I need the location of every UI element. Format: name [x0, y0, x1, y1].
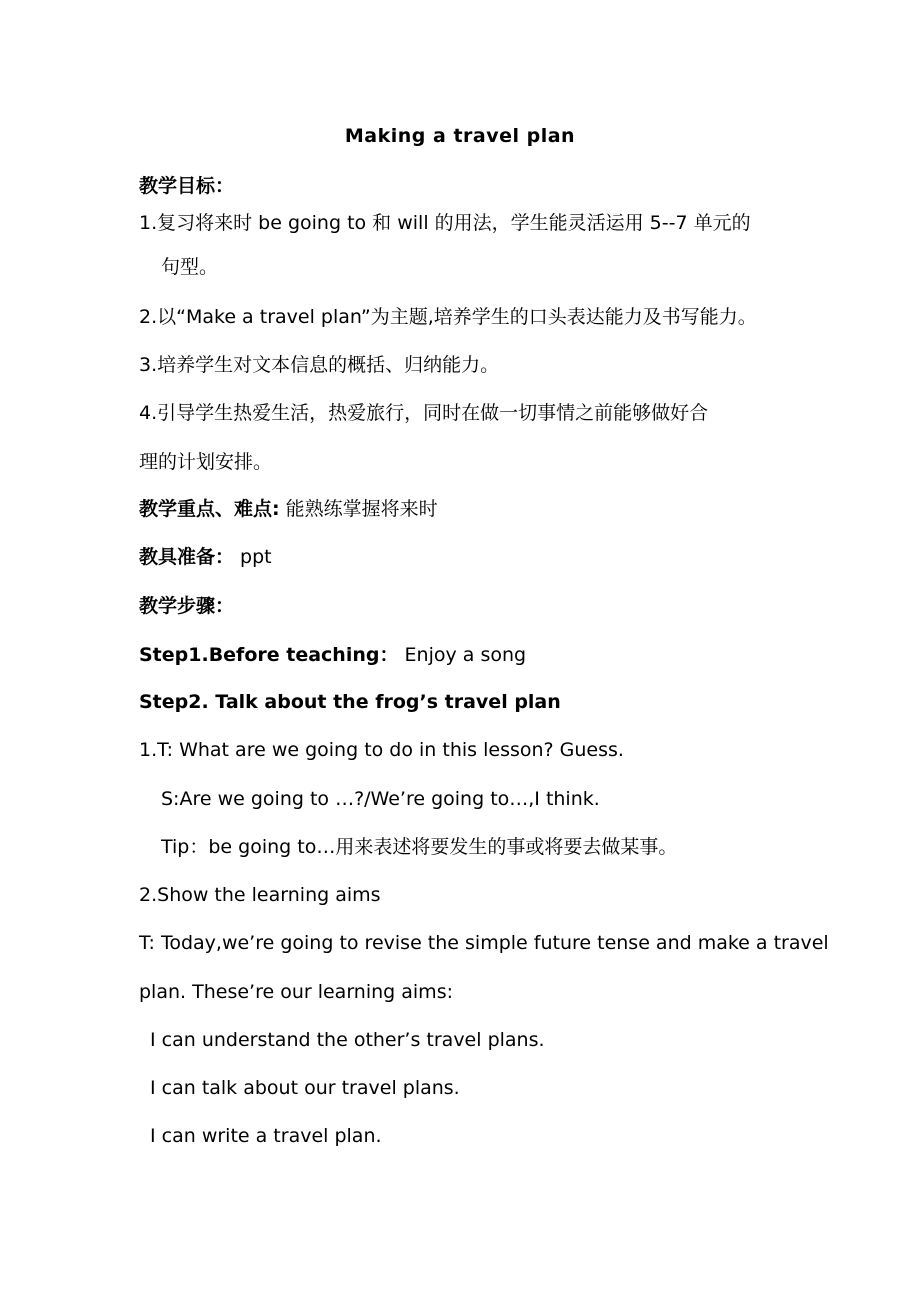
materials-label: 教具准备： [139, 546, 235, 568]
objectives-heading: 教学目标： [139, 175, 235, 197]
key-points-label: 教学重点、难点: [139, 498, 280, 520]
step-1-value: Enjoy a song [398, 644, 527, 666]
key-points [139, 497, 438, 521]
objective-4-line-1: 4.引导学生热爱生活，热爱旅行，同时在做一切事情之前能够做好合 [139, 402, 709, 424]
document-title: Making a travel plan [344, 125, 576, 147]
objective-2: 2.以“Make a travel plan”为主题,培养学生的口头表达能力及书写能力。 [139, 306, 757, 328]
learning-aim-3: I can write a travel plan. [150, 1125, 382, 1147]
learning-aim-2: I can talk about our travel plans. [150, 1077, 460, 1099]
steps-heading: 教学步骤： [139, 595, 235, 617]
materials-value: ppt [234, 546, 272, 568]
step-2-tip: Tip：be going to…用来表述将要发生的事或将要去做某事。 [161, 836, 678, 858]
objective-1-line-1: 1.复习将来时 be going to 和 will 的用法，学生能灵活运用 5--7 单元的 [139, 212, 751, 234]
step-2-heading: Step2. Talk about the frog’s travel plan [139, 691, 561, 713]
key-points-value: 能熟练掌握将来时 [279, 498, 438, 520]
materials [139, 545, 272, 569]
objective-3: 3.培养学生对文本信息的概括、归纳能力。 [139, 354, 500, 376]
teacher-line-2: plan. These’re our learning aims: [139, 981, 453, 1003]
learning-aim-1: I can understand the other’s travel plans. [150, 1029, 545, 1051]
step-1-label: Step1.Before teaching： [139, 644, 399, 666]
teacher-line-1: T: Today,we’re going to revise the simple future tense and make a travel [139, 932, 829, 954]
step-2-item-2: 2.Show the learning aims [139, 884, 381, 906]
objective-4-line-2: 理的计划安排。 [139, 451, 273, 473]
objective-1-line-2: 句型。 [161, 256, 219, 278]
step-2-student-answer: S:Are we going to …?/We’re going to…,I think. [161, 788, 600, 810]
step-1 [139, 643, 526, 667]
step-2-question-1: 1.T: What are we going to do in this lesson? Guess. [139, 739, 624, 761]
